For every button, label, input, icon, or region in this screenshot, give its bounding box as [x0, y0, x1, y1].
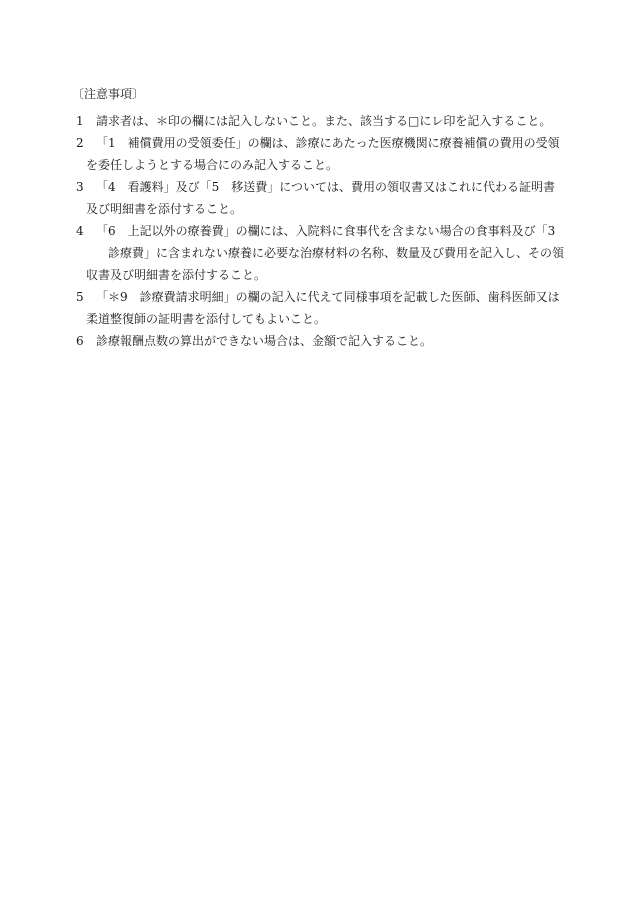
note-line: 「＊9 診療費請求明細」の欄の記入に代えて同様事項を記載した医師、歯科医師又は	[96, 290, 560, 304]
note-number: 3	[76, 180, 84, 194]
note-number: 1	[76, 114, 84, 128]
note-line: 「6 上記以外の療養費」の欄には、入院料に食事代を含まない場合の食事料及び「3	[96, 224, 556, 238]
note-line: 「1 補償費用の受領委任」の欄は、診療にあたった医療機関に療養補償の費用の受領	[96, 136, 560, 150]
note-text	[76, 132, 560, 176]
note-item-4	[76, 220, 565, 286]
note-number: 4	[76, 224, 84, 238]
note-number: 2	[76, 136, 84, 150]
note-item-2	[76, 132, 560, 176]
note-text	[76, 286, 560, 330]
note-text	[76, 330, 556, 352]
notes-heading: 〔注意事項〕	[72, 87, 145, 101]
note-number: 5	[76, 290, 84, 304]
note-line: 収書及び明細書を添付すること。	[86, 268, 267, 282]
note-number: 6	[76, 334, 84, 348]
note-line: 「4 看護料」及び「5 移送費」については、費用の領収書又はこれに代わる証明書	[96, 180, 556, 194]
note-text	[76, 110, 556, 132]
note-text	[76, 176, 556, 220]
note-line: を委任しようとする場合にのみ記入すること。	[86, 158, 339, 172]
note-line: 柔道整復師の証明書を添付してもよいこと。	[86, 312, 327, 326]
notes-list	[76, 110, 565, 352]
note-item-1	[76, 110, 556, 132]
note-line: 診療費」に含まれない療養に必要な治療材料の名称、数量及び費用を記入し、その領	[96, 246, 565, 260]
note-line: 請求者は、＊印の欄には記入しないこと。また、該当する□にレ印を記入すること。	[96, 114, 552, 128]
note-item-3	[76, 176, 556, 220]
note-item-5	[76, 286, 560, 330]
note-line: 診療報酬点数の算出ができない場合は、金額で記入すること。	[96, 334, 433, 348]
note-item-6	[76, 330, 556, 352]
note-line: 及び明細書を添付すること。	[86, 202, 243, 216]
note-text	[76, 220, 565, 286]
